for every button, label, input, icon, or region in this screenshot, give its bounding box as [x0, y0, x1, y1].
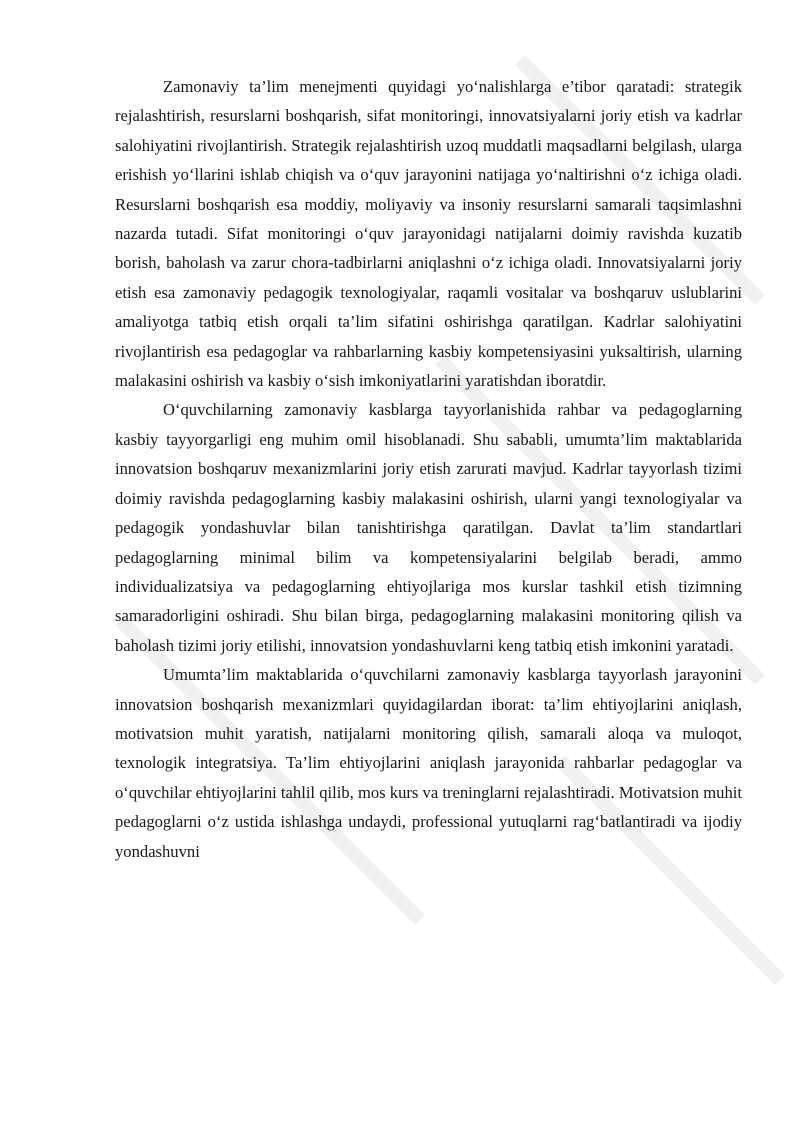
paragraph-3: Umumta’lim maktablarida o‘quvchilarni zamonaviy kasblarga tayyorlash jarayonini innovatsion boshqarish mexanizmlari quyidagilardan iborat: ta’lim ehtiyojlarini aniqlash, motivatsion muhit yaratish, natijalarni monitoring qilish, samarali aloqa va muloqot, texnologik integratsiya. Ta’lim ehtiyojlarini aniqlash jarayonida rahbarlar pedagoglar va o‘quvchilar ehtiyojlarini tahlil qilib, mos kurs va treninglarni rejalashtiradi. Motivatsion muhit pedagoglarni o‘z ustida ishlashga undaydi, professional yutuqlarni rag‘batlantiradi va ijodiy yondashuvni — [115, 665, 742, 861]
paragraph-2: O‘quvchilarning zamonaviy kasblarga tayyorlanishida rahbar va pedagoglarning kasbiy tayyorgarligi eng muhim omil hisoblanadi. Shu sababli, umumta’lim maktablarida innovatsion boshqaruv mexanizmlarini joriy etish zarurati mavjud. Kadrlar tayyorlash tizimi doimiy ravishda pedagoglarning kasbiy malakasini oshirish, ularni yangi texnologiyalar va pedagogik yondashuvlar bilan tanishtirishga qaratilgan. Davlat ta’lim standartlari pedagoglarning minimal bilim va kompetensiyalarini belgilab beradi, ammo individualizatsiya va pedagoglarning ehtiyojlariga mos kurslar tashkil etish tizimning samaradorligini oshiradi. Shu bilan birga, pedagoglarning malakasini monitoring qilish va baholash tizimi joriy etilishi, innovatsion yondashuvlarni keng tatbiq etish imkonini yaratadi. — [115, 400, 742, 655]
body-text — [115, 72, 742, 866]
paragraph-1: Zamonaviy ta’lim menejmenti quyidagi yo‘nalishlarga e’tibor qaratadi: strategik rejalashtirish, resurslarni boshqarish, sifat monitoringi, innovatsiyalarni joriy etish va kadrlar salohiyatini rivojlantirish. Strategik rejalashtirish uzoq muddatli maqsadlarni belgilash, ularga erishish yo‘llarini ishlab chiqish va o‘quv jarayonini natijaga yo‘naltirishni o‘z ichiga oladi. Resurslarni boshqarish esa moddiy, moliyaviy va insoniy resurslarni samarali taqsimlashni nazarda tutadi. Sifat monitoringi o‘quv jarayonidagi natijalarni doimiy ravishda kuzatib borish, baholash va zarur chora-tadbirlarni aniqlashni o‘z ichiga oladi. Innovatsiyalarni joriy etish esa zamonaviy pedagogik texnologiyalar, raqamli vositalar va boshqaruv uslublarini amaliyotga tatbiq etish orqali ta’lim sifatini oshirishga qaratilgan. Kadrlar salohiyatini rivojlantirish esa pedagoglar va rahbarlarning kasbiy kompetensiyasini yuksaltirish, ularning malakasini oshirish va kasbiy o‘sish imkoniyatlarini yaratishdan iboratdir. — [115, 77, 742, 391]
